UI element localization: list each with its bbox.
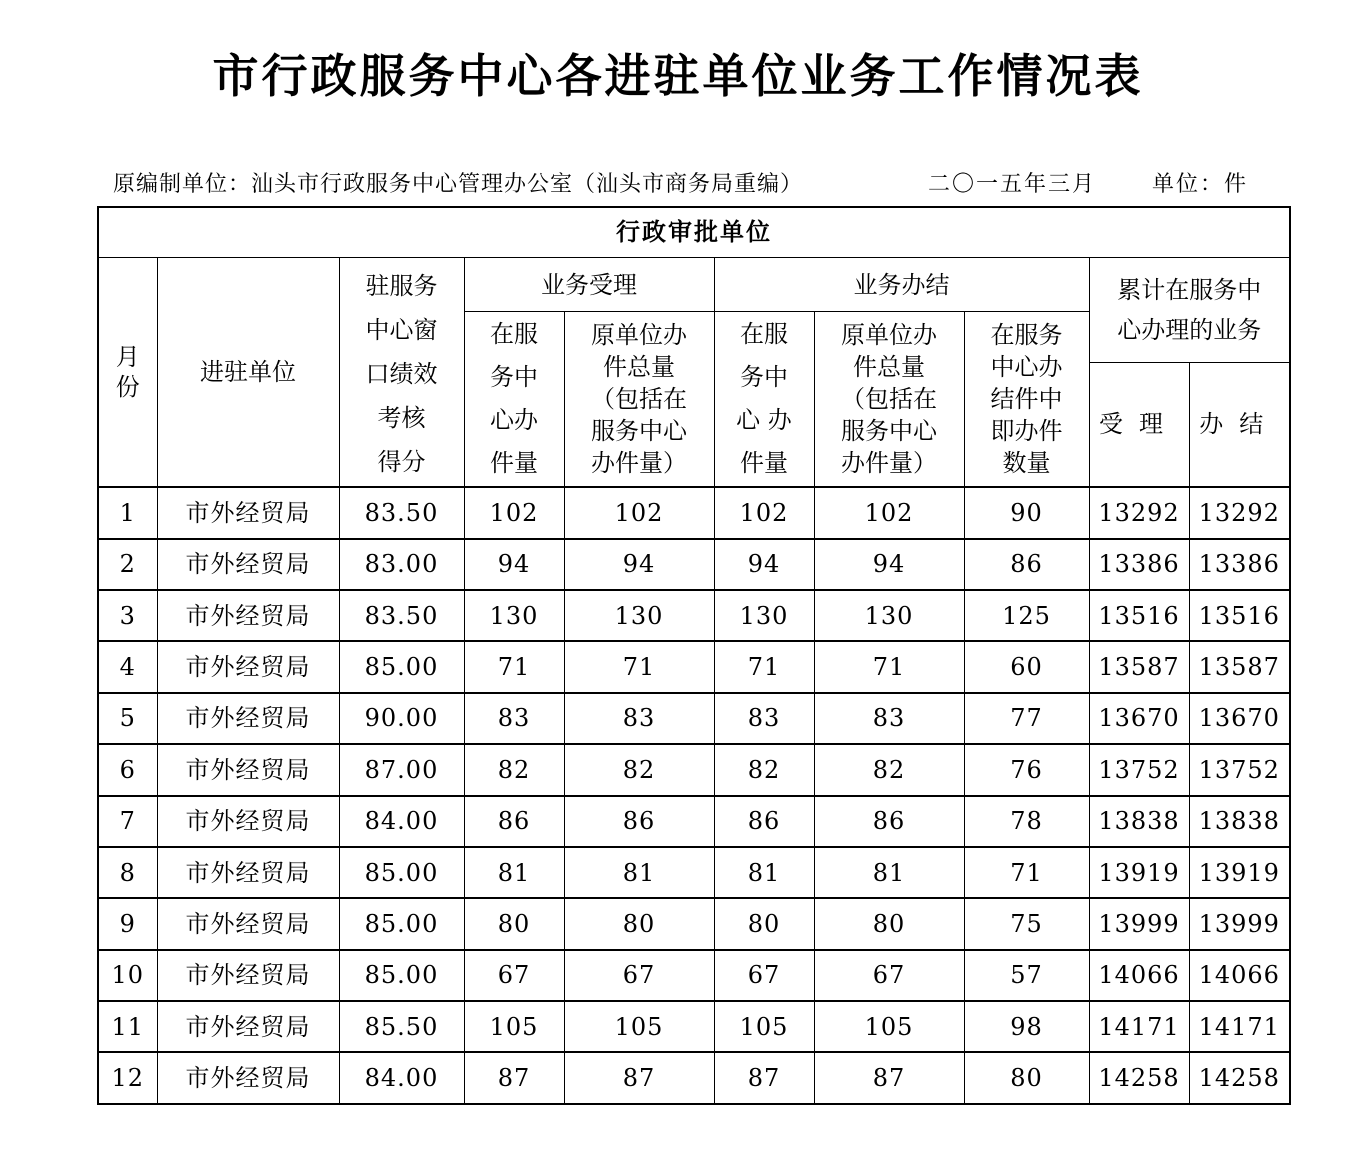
cumulative-finish-cell: 13670	[1189, 693, 1290, 744]
cumulative-accept-cell: 13587	[1089, 641, 1189, 692]
header-finish-center: 在服 务中 心 办 件量	[714, 312, 814, 487]
accept-center-cell: 102	[464, 487, 564, 538]
score-cell: 83.00	[339, 539, 464, 590]
table-row	[98, 590, 1290, 641]
accept-center-cell: 87	[464, 1052, 564, 1104]
accept-center-cell: 94	[464, 539, 564, 590]
accept-total-cell: 67	[564, 950, 714, 1001]
unit-text: 单位：件	[1152, 172, 1249, 197]
header-unit: 进驻单位	[157, 257, 339, 487]
finish-total-cell: 67	[814, 950, 964, 1001]
unit-cell: 市外经贸局	[157, 693, 339, 744]
table-body	[98, 207, 1290, 1104]
finish-total-cell: 86	[814, 796, 964, 847]
accept-center-cell: 81	[464, 847, 564, 898]
month-cell: 7	[98, 796, 157, 847]
finish-total-cell: 94	[814, 539, 964, 590]
accept-total-cell: 80	[564, 898, 714, 949]
score-cell: 85.00	[339, 898, 464, 949]
header-finish-total: 原单位办 件总量 （包括在 服务中心 办件量）	[814, 312, 964, 487]
table-row	[98, 1001, 1290, 1052]
header-accept-total: 原单位办 件总量 （包括在 服务中心 办件量）	[564, 312, 714, 487]
accept-center-cell: 86	[464, 796, 564, 847]
cumulative-finish-cell: 13752	[1189, 744, 1290, 795]
cumulative-finish-cell: 13919	[1189, 847, 1290, 898]
cumulative-accept-cell: 13386	[1089, 539, 1189, 590]
finish-immediate-cell: 60	[964, 641, 1089, 692]
header-accept-group: 业务受理	[464, 257, 714, 311]
cumulative-finish-cell: 14066	[1189, 950, 1290, 1001]
finish-center-cell: 81	[714, 847, 814, 898]
cumulative-finish-cell: 13838	[1189, 796, 1290, 847]
finish-total-cell: 130	[814, 590, 964, 641]
accept-center-cell: 71	[464, 641, 564, 692]
score-cell: 85.50	[339, 1001, 464, 1052]
finish-immediate-cell: 76	[964, 744, 1089, 795]
finish-immediate-cell: 98	[964, 1001, 1089, 1052]
table-row	[98, 796, 1290, 847]
accept-center-cell: 80	[464, 898, 564, 949]
month-cell: 12	[98, 1052, 157, 1104]
finish-center-cell: 83	[714, 693, 814, 744]
page-title: 市行政服务中心各进驻单位业务工作情况表	[212, 49, 1144, 103]
accept-total-cell: 130	[564, 590, 714, 641]
month-cell: 5	[98, 693, 157, 744]
score-cell: 85.00	[339, 847, 464, 898]
cumulative-finish-cell: 13386	[1189, 539, 1290, 590]
header-month: 月 份	[98, 257, 157, 487]
accept-total-cell: 71	[564, 641, 714, 692]
cumulative-accept-cell: 13999	[1089, 898, 1189, 949]
table-row	[98, 1052, 1290, 1104]
accept-center-cell: 82	[464, 744, 564, 795]
score-cell: 83.50	[339, 487, 464, 538]
finish-total-cell: 71	[814, 641, 964, 692]
accept-total-cell: 87	[564, 1052, 714, 1104]
accept-total-cell: 94	[564, 539, 714, 590]
compiling-unit-text: 原编制单位：汕头市行政服务中心管理办公室（汕头市商务局重编）	[113, 172, 804, 197]
accept-total-cell: 81	[564, 847, 714, 898]
score-cell: 87.00	[339, 744, 464, 795]
cumulative-finish-cell: 14171	[1189, 1001, 1290, 1052]
finish-center-cell: 102	[714, 487, 814, 538]
unit-cell: 市外经贸局	[157, 898, 339, 949]
finish-center-cell: 67	[714, 950, 814, 1001]
unit-cell: 市外经贸局	[157, 487, 339, 538]
finish-total-cell: 105	[814, 1001, 964, 1052]
finish-immediate-cell: 125	[964, 590, 1089, 641]
table-row	[98, 898, 1290, 949]
unit-cell: 市外经贸局	[157, 539, 339, 590]
cumulative-finish-cell: 13516	[1189, 590, 1290, 641]
cumulative-accept-cell: 13670	[1089, 693, 1189, 744]
month-cell: 11	[98, 1001, 157, 1052]
score-cell: 83.50	[339, 590, 464, 641]
month-cell: 10	[98, 950, 157, 1001]
header-finish-immediate: 在服务 中心办 结件中 即办件 数量	[964, 312, 1089, 487]
finish-total-cell: 82	[814, 744, 964, 795]
table-row	[98, 641, 1290, 692]
score-cell: 84.00	[339, 1052, 464, 1104]
score-cell: 90.00	[339, 693, 464, 744]
table-row	[98, 539, 1290, 590]
finish-immediate-cell: 80	[964, 1052, 1089, 1104]
unit-cell: 市外经贸局	[157, 847, 339, 898]
unit-cell: 市外经贸局	[157, 950, 339, 1001]
finish-total-cell: 102	[814, 487, 964, 538]
finish-total-cell: 80	[814, 898, 964, 949]
unit-cell: 市外经贸局	[157, 590, 339, 641]
cumulative-accept-cell: 14171	[1089, 1001, 1189, 1052]
month-cell: 3	[98, 590, 157, 641]
accept-total-cell: 105	[564, 1001, 714, 1052]
month-cell: 8	[98, 847, 157, 898]
accept-total-cell: 102	[564, 487, 714, 538]
finish-center-cell: 94	[714, 539, 814, 590]
finish-immediate-cell: 90	[964, 487, 1089, 538]
table-row	[98, 744, 1290, 795]
finish-immediate-cell: 71	[964, 847, 1089, 898]
accept-center-cell: 130	[464, 590, 564, 641]
cumulative-accept-cell: 13752	[1089, 744, 1189, 795]
cumulative-accept-cell: 13919	[1089, 847, 1189, 898]
cumulative-accept-cell: 14258	[1089, 1052, 1189, 1104]
finish-center-cell: 105	[714, 1001, 814, 1052]
month-cell: 4	[98, 641, 157, 692]
cumulative-finish-cell: 13292	[1189, 487, 1290, 538]
date-text: 二〇一五年三月	[928, 172, 1097, 197]
finish-center-cell: 130	[714, 590, 814, 641]
header-cumulative-group: 累计在服务中 心办理的业务	[1089, 257, 1290, 362]
header-score: 驻服务 中心窗 口绩效 考核 得分	[339, 257, 464, 487]
unit-cell: 市外经贸局	[157, 744, 339, 795]
unit-cell: 市外经贸局	[157, 1052, 339, 1104]
month-cell: 2	[98, 539, 157, 590]
cumulative-accept-cell: 13292	[1089, 487, 1189, 538]
work-status-table	[97, 206, 1291, 1105]
finish-total-cell: 83	[814, 693, 964, 744]
unit-cell: 市外经贸局	[157, 796, 339, 847]
accept-center-cell: 83	[464, 693, 564, 744]
accept-center-cell: 67	[464, 950, 564, 1001]
cumulative-finish-cell: 13999	[1189, 898, 1290, 949]
month-cell: 6	[98, 744, 157, 795]
finish-total-cell: 87	[814, 1052, 964, 1104]
finish-center-cell: 71	[714, 641, 814, 692]
header-row-1	[98, 257, 1290, 311]
header-accept-center: 在服 务中 心办 件量	[464, 312, 564, 487]
finish-immediate-cell: 57	[964, 950, 1089, 1001]
finish-immediate-cell: 75	[964, 898, 1089, 949]
table-row	[98, 847, 1290, 898]
section-header-row	[98, 207, 1290, 257]
cumulative-finish-cell: 14258	[1189, 1052, 1290, 1104]
finish-center-cell: 86	[714, 796, 814, 847]
header-cumulative-accept: 受理	[1089, 362, 1189, 487]
finish-center-cell: 82	[714, 744, 814, 795]
finish-immediate-cell: 86	[964, 539, 1089, 590]
finish-center-cell: 87	[714, 1052, 814, 1104]
finish-immediate-cell: 78	[964, 796, 1089, 847]
finish-immediate-cell: 77	[964, 693, 1089, 744]
finish-center-cell: 80	[714, 898, 814, 949]
month-cell: 9	[98, 898, 157, 949]
cumulative-finish-cell: 13587	[1189, 641, 1290, 692]
accept-total-cell: 82	[564, 744, 714, 795]
cumulative-accept-cell: 14066	[1089, 950, 1189, 1001]
table-row	[98, 487, 1290, 538]
table-row	[98, 693, 1290, 744]
score-cell: 84.00	[339, 796, 464, 847]
table-row	[98, 950, 1290, 1001]
accept-center-cell: 105	[464, 1001, 564, 1052]
unit-cell: 市外经贸局	[157, 1001, 339, 1052]
header-finish-group: 业务办结	[714, 257, 1089, 311]
cumulative-accept-cell: 13838	[1089, 796, 1189, 847]
finish-total-cell: 81	[814, 847, 964, 898]
score-cell: 85.00	[339, 950, 464, 1001]
accept-total-cell: 83	[564, 693, 714, 744]
section-title: 行政审批单位	[98, 207, 1290, 257]
header-cumulative-finish: 办结	[1189, 362, 1290, 487]
score-cell: 85.00	[339, 641, 464, 692]
cumulative-accept-cell: 13516	[1089, 590, 1189, 641]
unit-cell: 市外经贸局	[157, 641, 339, 692]
accept-total-cell: 86	[564, 796, 714, 847]
month-cell: 1	[98, 487, 157, 538]
